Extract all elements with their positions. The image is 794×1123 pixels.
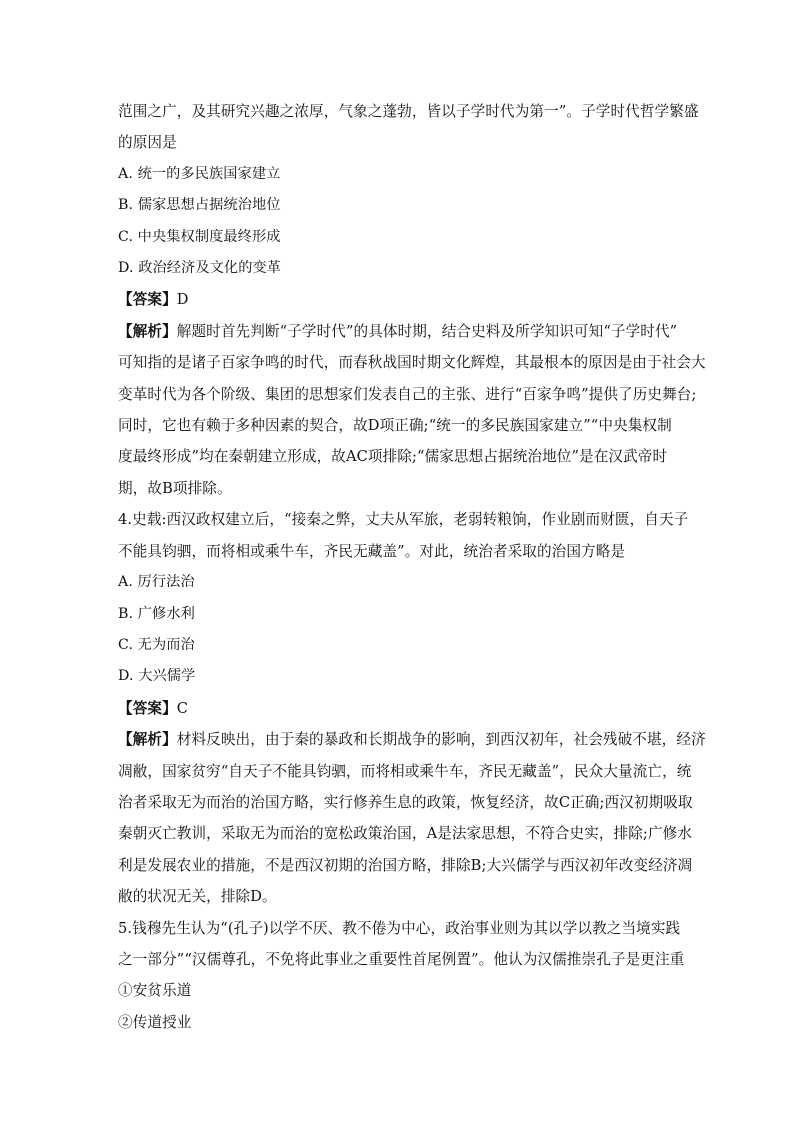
q4-analysis-line-1 xyxy=(118,724,706,755)
q4-analysis-line-6: 敝的状况无关，排除D。 xyxy=(118,888,277,906)
q3-option-a: A. 统一的多民族国家建立 xyxy=(118,165,281,182)
q4-analysis-line-4: 秦朝灭亡教训，采取无为而治的宽松政策治国，A是法家思想，不符合史实，排除;广修水 xyxy=(118,825,693,843)
q5-stem-line-1: 5.钱穆先生认为“(孔子)以学不厌、教不倦为中心，政治事业则为其以学以教之当境实践 xyxy=(118,919,681,937)
q4-option-b: B. 广修水利 xyxy=(118,605,195,622)
q4-option-d: D. 大兴儒学 xyxy=(118,668,196,685)
q4-analysis-line-3: 治者采取无为而治的治国方略，实行修养生息的政策，恢复经济，故C正确;西汉初期吸取 xyxy=(118,793,693,811)
answer-value: C xyxy=(176,699,189,717)
answer-tag: 【答案】 xyxy=(118,699,177,717)
q3-analysis-line-6: 期，故B项排除。 xyxy=(118,479,232,497)
q3-stem-line-2: 的原因是 xyxy=(118,134,177,152)
q4-stem-line-2: 不能具钧驷，而将相或乘牛车，齐民无藏盖”。对此，统治者采取的治国方略是 xyxy=(118,542,626,560)
document-page xyxy=(118,96,706,1038)
analysis-tag: 【解析】 xyxy=(118,731,177,749)
q5-stem-line-2: 之一部分”“汉儒尊孔，不免将此事业之重要性首尾例置”。他认为汉儒推崇孔子是更注重 xyxy=(118,950,685,968)
q3-option-b: B. 儒家思想占据统治地位 xyxy=(118,197,281,214)
analysis-text: 材料反映出，由于秦的暴政和长期战争的影响，到西汉初年，社会残破不堪，经济 xyxy=(176,731,706,749)
q5-item-2: ②传道授业 xyxy=(118,1013,192,1031)
q4-analysis-line-2: 凋敝，国家贫穷“自天子不能具钧驷，而将相或乘牛车，齐民无藏盖”，民众大量流亡，统 xyxy=(118,762,692,780)
q3-answer xyxy=(118,284,678,315)
analysis-text: 解题时首先判断“子学时代”的具体时期，结合史料及所学知识可知“子学时代” xyxy=(176,322,678,340)
q4-option-c: C. 无为而治 xyxy=(118,636,195,653)
q3-analysis-line-2: 可知指的是诸子百家争鸣的时代，而春秋战国时期文化辉煌，其最根本的原因是由于社会大 xyxy=(118,354,706,372)
q5-item-1: ①安贫乐道 xyxy=(118,982,192,1000)
analysis-tag: 【解析】 xyxy=(118,322,177,340)
q3-analysis-line-3: 变革时代为各个阶级、集团的思想家们发表自己的主张、进行“百家争鸣”提供了历史舞台; xyxy=(118,385,697,403)
q4-analysis-line-5: 利是发展农业的措施，不是西汉初期的治国方略，排除B;大兴儒学与西汉初年改变经济凋 xyxy=(118,856,693,874)
q3-analysis-line-5: 度最终形成”均在秦朝建立形成，故AC项排除;“儒家思想占据统治地位”是在汉武帝时 xyxy=(118,448,668,466)
answer-value: D xyxy=(176,291,189,309)
q3-stem-line-1: 范围之广，及其研究兴趣之浓厚，气象之蓬勃，皆以子学时代为第一”。子学时代哲学繁盛 xyxy=(118,103,699,120)
q4-stem-line-1: 4.史载:西汉政权建立后，“接秦之弊，丈夫从军旅，老弱转粮饷，作业剧而财匮，自天子 xyxy=(118,511,689,529)
q4-option-a: A. 厉行法治 xyxy=(118,574,195,591)
q3-analysis-line-4: 同时，它也有赖于多种因素的契合，故D项正确;“统一的多民族国家建立”“中央集权制 xyxy=(118,417,672,435)
answer-tag: 【答案】 xyxy=(118,291,177,309)
q3-option-d: D. 政治经济及文化的变革 xyxy=(118,260,282,277)
q3-analysis-line-1 xyxy=(118,316,678,347)
q4-answer xyxy=(118,693,678,724)
q3-option-c: C. 中央集权制度最终形成 xyxy=(118,228,281,245)
